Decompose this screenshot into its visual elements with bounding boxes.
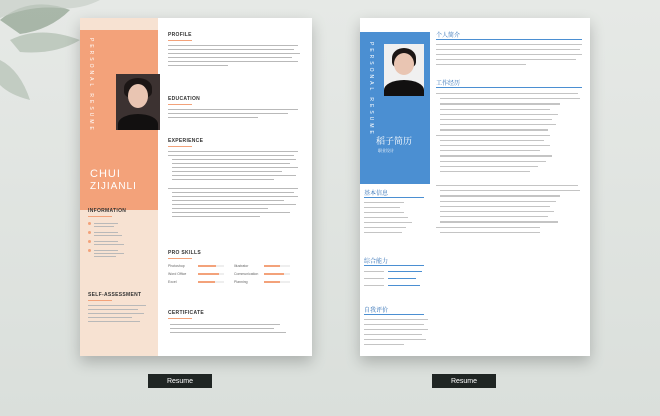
text-line: [440, 232, 540, 233]
text-line: [440, 98, 580, 99]
text-line: [170, 332, 286, 333]
skill-bar: [198, 273, 224, 275]
resume-label-left[interactable]: Resume: [148, 374, 212, 388]
ability-bar: [388, 285, 420, 286]
text-line: [94, 241, 118, 242]
text-line: [440, 211, 554, 212]
text-line: [364, 227, 406, 228]
text-line: [364, 334, 422, 335]
text-line: [364, 271, 384, 272]
text-line: [364, 285, 384, 286]
right-subtitle: 职业设计: [378, 148, 394, 153]
text-line: [172, 167, 298, 168]
ability-bar: [388, 278, 416, 279]
birth-icon: [88, 222, 91, 225]
text-line: [94, 244, 124, 245]
email-icon: [88, 240, 91, 243]
text-line: [94, 232, 118, 233]
text-line: [168, 65, 228, 66]
text-line: [168, 53, 300, 54]
divider: [436, 39, 582, 40]
text-line: [364, 324, 424, 325]
resume-left: [80, 18, 312, 356]
text-line: [436, 59, 576, 60]
divider: [168, 318, 192, 319]
skill-bar: [264, 265, 290, 267]
text-line: [88, 313, 144, 314]
divider: [88, 216, 112, 217]
text-line: [172, 212, 290, 213]
text-line: [172, 163, 290, 164]
divider: [436, 87, 582, 88]
text-line: [436, 49, 580, 50]
text-line: [168, 49, 294, 50]
section-pro-skills: PRO SKILLS: [168, 250, 202, 256]
text-line: [436, 44, 582, 45]
text-line: [364, 232, 402, 233]
divider: [168, 146, 192, 147]
text-line: [364, 202, 404, 203]
text-line: [88, 321, 140, 322]
left-name-line1: CHUI: [90, 168, 121, 180]
text-line: [94, 250, 118, 251]
skill-label: Illustrator: [234, 264, 249, 268]
text-line: [172, 196, 298, 197]
text-line: [94, 235, 122, 236]
text-line: [440, 206, 550, 207]
text-line: [168, 151, 298, 152]
text-line: [364, 339, 426, 340]
left-portrait-photo: [116, 74, 160, 130]
text-line: [172, 200, 284, 201]
text-line: [364, 344, 404, 345]
text-line: [168, 155, 294, 156]
text-line: [172, 204, 296, 205]
section-certificate: CERTIFICATE: [168, 310, 204, 316]
text-line: [170, 324, 280, 325]
text-line: [168, 57, 292, 58]
text-line: [94, 256, 116, 257]
section-intro: 个人简介: [436, 32, 461, 39]
skill-label: Word Office: [168, 272, 187, 276]
text-line: [440, 190, 580, 191]
text-line: [364, 212, 404, 213]
text-line: [364, 207, 400, 208]
divider: [88, 300, 112, 301]
text-line: [436, 135, 550, 136]
text-line: [440, 161, 546, 162]
text-line: [436, 54, 582, 55]
right-name: 稻子简历: [376, 137, 413, 147]
text-line: [440, 114, 558, 115]
skill-label: Photoshop: [168, 264, 185, 268]
left-name-line2: ZIJIANLI: [90, 181, 137, 192]
text-line: [440, 201, 556, 202]
text-line: [168, 61, 298, 62]
right-portrait-photo: [384, 44, 424, 96]
text-line: [172, 179, 274, 180]
resume-right: [360, 18, 590, 356]
text-line: [94, 253, 124, 254]
text-line: [436, 93, 578, 94]
text-line: [436, 64, 526, 65]
text-line: [88, 309, 138, 310]
text-line: [172, 192, 294, 193]
divider: [168, 40, 192, 41]
left-vertical-text: PERSONAL RESUME: [88, 38, 94, 133]
text-line: [440, 140, 544, 141]
text-line: [440, 109, 550, 110]
text-line: [364, 319, 428, 320]
section-self-eval: 自我评价: [364, 307, 389, 314]
text-line: [172, 159, 296, 160]
phone-icon: [88, 231, 91, 234]
section-self-assessment: SELF-ASSESSMENT: [88, 292, 142, 298]
text-line: [172, 208, 268, 209]
section-experience: EXPERIENCE: [168, 138, 204, 144]
section-profile: PROFILE: [168, 32, 192, 38]
skill-bar: [264, 273, 290, 275]
right-vertical-text: PERSONAL RESUME: [368, 42, 374, 137]
divider: [168, 258, 192, 259]
text-line: [440, 124, 556, 125]
skill-label: Communication: [234, 272, 259, 276]
text-line: [364, 278, 384, 279]
divider: [168, 104, 192, 105]
text-line: [440, 166, 538, 167]
text-line: [436, 227, 540, 228]
text-line: [88, 317, 132, 318]
section-education: EDUCATION: [168, 96, 201, 102]
divider: [364, 197, 424, 198]
section-ability: 综合能力: [364, 258, 389, 265]
section-work: 工作经历: [436, 80, 461, 87]
text-line: [172, 171, 282, 172]
text-line: [364, 217, 408, 218]
text-line: [168, 188, 298, 189]
address-icon: [88, 249, 91, 252]
text-line: [94, 226, 114, 227]
divider: [364, 314, 424, 315]
text-line: [170, 328, 274, 329]
text-line: [440, 119, 552, 120]
text-line: [440, 221, 558, 222]
text-line: [440, 155, 552, 156]
text-line: [168, 117, 258, 118]
skill-label: Planning: [234, 280, 248, 284]
text-line: [440, 171, 530, 172]
text-line: [440, 195, 560, 196]
skill-bar: [198, 265, 224, 267]
text-line: [440, 150, 540, 151]
text-line: [172, 175, 296, 176]
skill-bar: [264, 281, 290, 283]
text-line: [168, 109, 298, 110]
text-line: [94, 223, 118, 224]
text-line: [88, 305, 146, 306]
text-line: [440, 103, 560, 104]
text-line: [440, 129, 548, 130]
divider: [364, 265, 424, 266]
text-line: [168, 45, 298, 46]
section-basic-info: 基本信息: [364, 190, 389, 197]
text-line: [168, 113, 288, 114]
skill-bar: [198, 281, 224, 283]
skill-label: Excel: [168, 280, 177, 284]
text-line: [364, 329, 428, 330]
text-line: [436, 185, 578, 186]
text-line: [440, 216, 548, 217]
text-line: [364, 222, 412, 223]
resume-label-right[interactable]: Resume: [432, 374, 496, 388]
section-information: INFORMATION: [88, 208, 127, 214]
text-line: [172, 216, 260, 217]
ability-bar: [388, 271, 422, 272]
text-line: [440, 145, 550, 146]
